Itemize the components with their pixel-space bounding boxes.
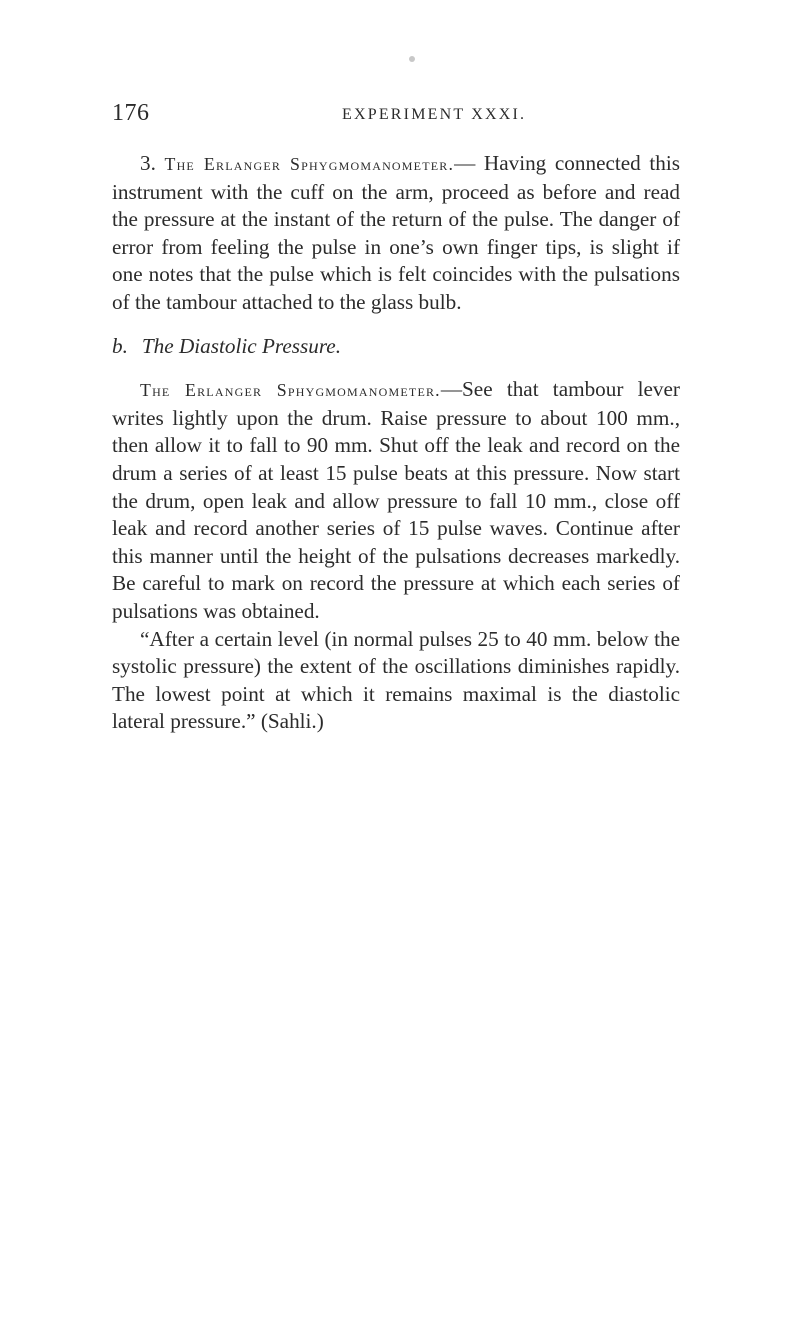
running-head (112, 100, 552, 140)
paragraph-erlanger (112, 376, 680, 625)
paragraph-section-3 (112, 150, 680, 317)
page-speck (409, 56, 415, 62)
paragraph-text: —See that tambour lever writes lightly upon the drum. Raise pressure to about 100 mm., then allow it to fall to 90 mm. Shut off the leak and record on the drum a series of at least 15 pulse beats at this pressure. Now start the drum, open leak and allow pressure to fall 10 mm., close off leak and record another series of 15 pulse waves. Continue after this manner until the height of the pulsations decreases markedly. Be careful to mark on record the pressure at which each series of pulsations was obtained. (112, 377, 680, 623)
section-number: 3. (140, 151, 156, 175)
body-text (112, 150, 680, 736)
page-number: 176 (112, 100, 150, 126)
section-heading: The Erlanger Sphygmomanometer. (164, 154, 455, 174)
subsection-heading (112, 333, 680, 361)
running-title: EXPERIMENT XXXI. (342, 106, 527, 123)
paragraph-quote (112, 626, 680, 736)
quote-text: “After a certain level (in normal pulses 25 to 40 mm. below the systolic pressure) the extent of the oscillations diminishes rapidly. The lowest point at which it remains maximal is the diastolic lateral pressure.” (Sahli.) (112, 626, 680, 734)
paragraph-text: — Having connected this instrument with the cuff on the arm, proceed as before and read the pressure at the instant of the return of the pulse. The danger of error from feeling the pulse in one’s own finger tips, is slight if one notes that the pulse which is felt coincides with the pulsations of the tambour attached to the glass bulb. (112, 151, 680, 314)
subsection-title: The Diastolic Pressure. (141, 333, 341, 358)
instrument-heading: The Erlanger Sphygmomanometer. (140, 380, 441, 401)
subsection-letter: b. (112, 333, 128, 358)
